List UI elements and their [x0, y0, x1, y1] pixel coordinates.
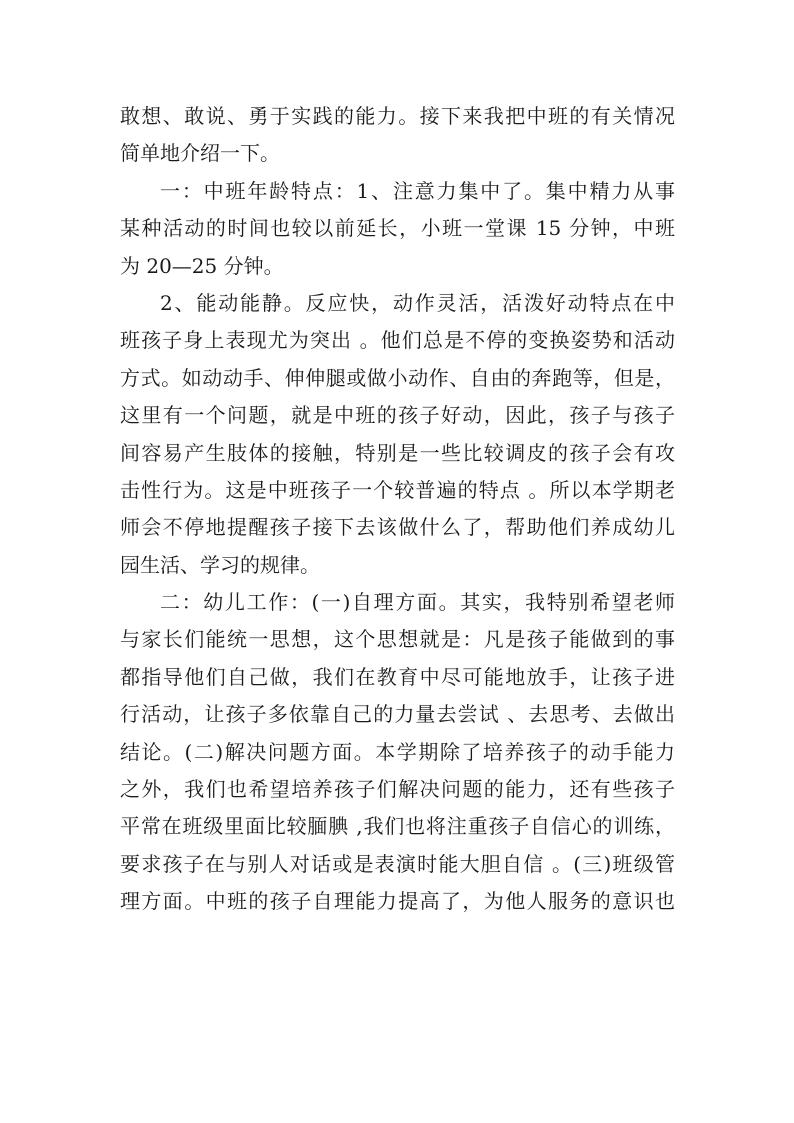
text-line: 之外，我们也希望培养孩子们解决问题的能力，还有些孩子 — [120, 777, 675, 802]
text-line: 这里有一个问题，就是中班的孩子好动，因此，孩子与孩子 — [120, 403, 675, 428]
text-line: 班孩子身上表现尤为突出 。他们总是不停的变换姿势和活动 — [120, 328, 675, 353]
text-line: 2、能动能静。反应快，动作灵活，活泼好动特点在中 — [160, 290, 675, 315]
text-line: 为 20—25 分钟。 — [120, 253, 284, 278]
text-line: 方式。如动动手、伸伸腿或做小动作、自由的奔跑等，但是， — [120, 365, 675, 390]
text-line: 要求孩子在与别人对话或是表演时能大胆自信 。(三)班级管 — [120, 851, 675, 876]
text-line: 理方面。中班的孩子自理能力提高了，为他人服务的意识也 — [120, 889, 675, 914]
text-line: 间容易产生肢体的接触，特别是一些比较调皮的孩子会有攻 — [120, 440, 675, 465]
text-line: 师会不停地提醒孩子接下去该做什么了，帮助他们养成幼儿 — [120, 515, 675, 540]
text-line: 敢想、敢说、勇于实践的能力。接下来我把中班的有关情况 — [120, 104, 675, 128]
text-line: 简单地介绍一下。 — [120, 141, 280, 166]
text-line: 击性行为。这是中班孩子一个较普遍的特点 。所以本学期老 — [120, 477, 675, 502]
text-line: 平常在班级里面比较腼腆 ,我们也将注重孩子自信心的训练， — [120, 814, 675, 839]
document-body — [120, 98, 675, 921]
text-line: 与家长们能统一思想，这个思想就是：凡是孩子能做到的事 — [120, 627, 675, 652]
text-line: 园生活、学习的规律。 — [120, 552, 320, 577]
text-line: 一：中班年龄特点：1、注意力集中了。集中精力从事 — [160, 178, 675, 203]
text-line: 都指导他们自己做，我们在教育中尽可能地放手，让孩子进 — [120, 664, 675, 689]
text-line: 行活动，让孩子多依靠自己的力量去尝试 、去思考、去做出 — [120, 702, 675, 727]
text-line: 二：幼儿工作：(一)自理方面。其实，我特别希望老师 — [160, 590, 675, 615]
text-line: 结论。(二)解决问题方面。本学期除了培养孩子的动手能力 — [120, 739, 675, 764]
text-line: 某种活动的时间也较以前延长，小班一堂课 15 分钟，中班 — [120, 216, 675, 241]
